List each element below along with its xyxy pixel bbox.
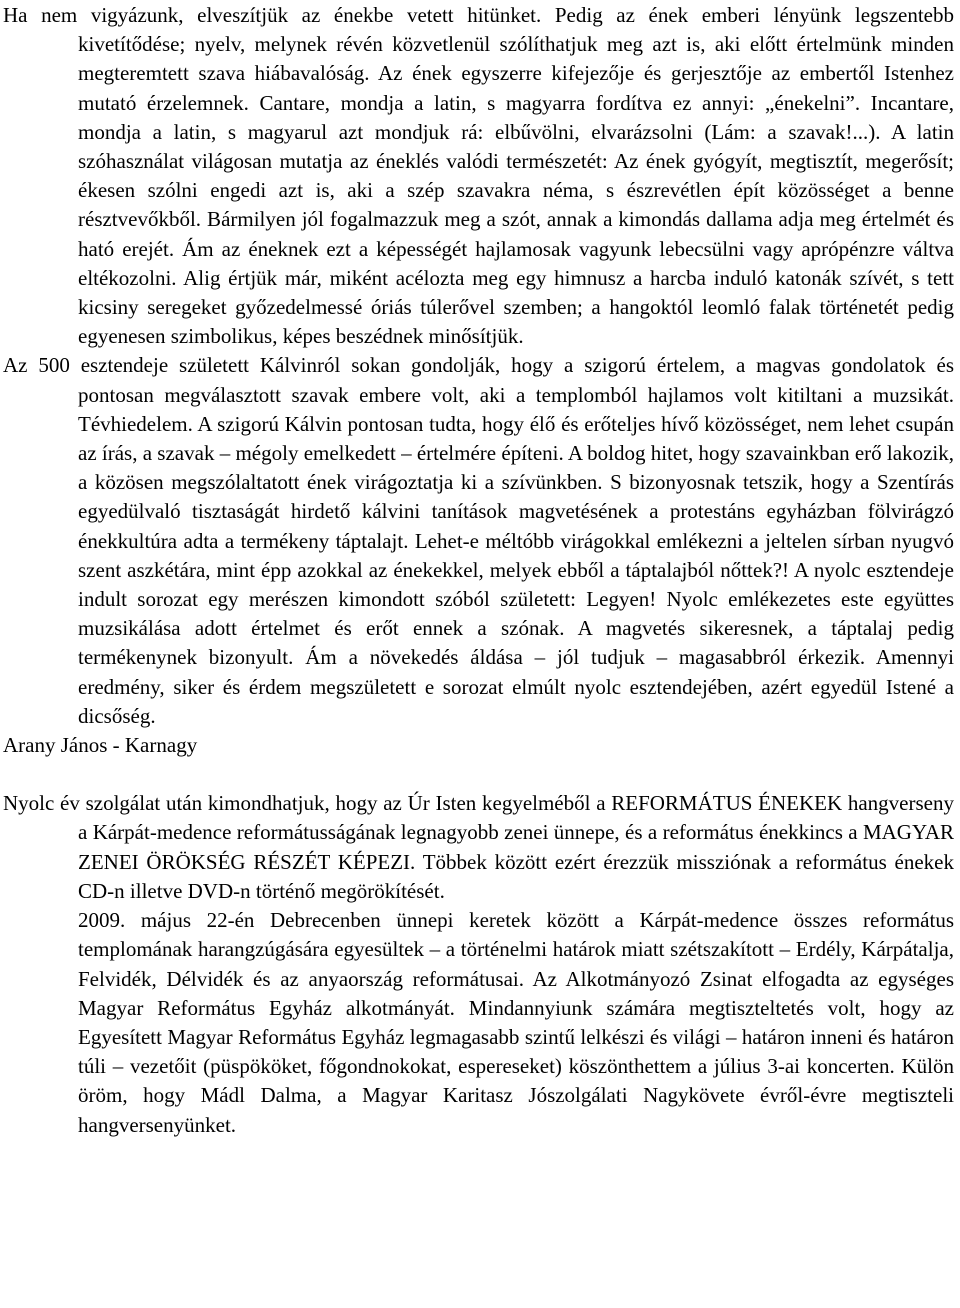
paragraph-reformed-songs: Nyolc év szolgálat után kimondhatjuk, hogy az Úr Isten kegyelméből a REFORMÁTUS ÉNEKEK hangverseny a Kárpát-medence reformátusságának legnagyobb zenei ünnepe, és a református énekkincs a MAGYAR ZENEI ÖRÖKSÉG RÉSZÉT KÉPEZI. Többek között ezért érezzük missziónak a református énekek CD-n illetve DVD-n történő megörökítését. [3, 791, 954, 903]
paragraph-spacer [3, 760, 954, 789]
paragraph-singing-faith: Ha nem vigyázunk, elveszítjük az énekbe vetett hitünket. Pedig az ének emberi lényünk legszentebb kivetítődése; nyelv, melynek révén közvetlenül szólíthatjuk meg azt is, aki előtt értelmünk minden megteremtett szava hiábavalóság. Az ének egyszerre kifejezője és gerjesztője az embertől Istenhez mutató érzelemnek. Cantare, mondja a latin, s magyarra fordítva ez annyi: „énekelni”. Incantare, mondja a latin, s magyarul azt mondjuk rá: elbűvölni, elvarázsolni (Lám: a szavak!...). A latin szóhasználat világosan mutatja az éneklés valódi természetét: Az ének gyógyít, megtisztít, megerősít; ékesen szólni engedi azt is, aki a szép szavakra néma, s észrevétlen épít közösséget a benne résztvevőkből. Bármilyen jól fogalmazzuk meg a szót, annak a kimondás dallama adja meg értelmét és ható erejét. Ám az éneknek ezt a képességét hajlamosak vagyunk lebecsülni vagy aprópénzre váltva eltékozolni. Alig értjük már, miként acélozta meg egy himnusz a harcba induló katonák szívét, s tett kicsiny seregeket győzedelmessé óriás túlerővel szemben; a hangoktól leomló falak történetét pedig egyenesen szimbolikus, képes beszédnek minősítjük. [3, 3, 954, 349]
paragraph-calvin: Az 500 esztendeje született Kálvinról sokan gondolják, hogy a szigorú értelem, a magvas gondolatok és pontosan megválasztott szavak embere volt, aki a templomból hajlamos volt kitiltani a muzsikát. Tévhiedelem. A szigorú Kálvin pontosan tudta, hogy élő és erőteljes hívő közösséget, nem lehet csupán az írás, a szavak – mégoly emelkedett – értelmére építeni. A boldog hitet, hogy szavainkban erő lakozik, a közösen megszólaltatott ének virágoztatja ki a szívünkben. S bizonyosnak tetszik, hogy a Szentírás egyedülvaló tisztaságát hirdető kálvini tanítások magvetésének a protestáns egyházban fölvirágzó énekkultúra adta a termékeny táptalajt. Lehet-e méltóbb virágokkal emlékezni a jeltelen sírban nyugvó szent aszkétára, mint épp azokkal az énekekkel, melyek ebből a táptalajból nőttek?! A nyolc esztendeje indult sorozat egy merészen kimondott szóból született: Legyen! Nyolc emlékezetes este együttes muzsikálása adott értelmet és erőt ennek a szónak. A magvetés sikeresnek, a táptalaj pedig termékenynek bizonyult. Ám a növekedés áldása – jól tudjuk – magasabbról érkezik. Amennyi eredmény, siker és érdem megszületett e sorozat elmúlt nyolc esztendejében, azért egyedül Istené a dicsőség. [3, 353, 954, 728]
paragraph-debrecen-2009: 2009. május 22-én Debrecenben ünnepi keretek között a Kárpát-medence összes református templomának harangzúgására egyesültek – a történelmi határok miatt szétszakított – Erdély, Kárpátalja, Felvidék, Délvidék és az anyaország reformátusai. Az Alkotmányozó Zsinat elfogadta az egységes Magyar Református Egyház alkotmányát. Mindannyiunk számára megtiszteltetés volt, hogy az Egyesített Magyar Református Egyház legmagasabb szintű lelkészi és világi – határon inneni és határon túli – vezetőit (püspököket, főgondnokokat, espereseket) köszönthettem a július 3-ai koncerten. Külön öröm, hogy Mádl Dalma, a Magyar Karitasz Jószolgálati Nagykövete évről-évre megtiszteli hangversenyünket. [78, 908, 954, 1137]
signature: Arany János - Karnagy [3, 733, 198, 758]
